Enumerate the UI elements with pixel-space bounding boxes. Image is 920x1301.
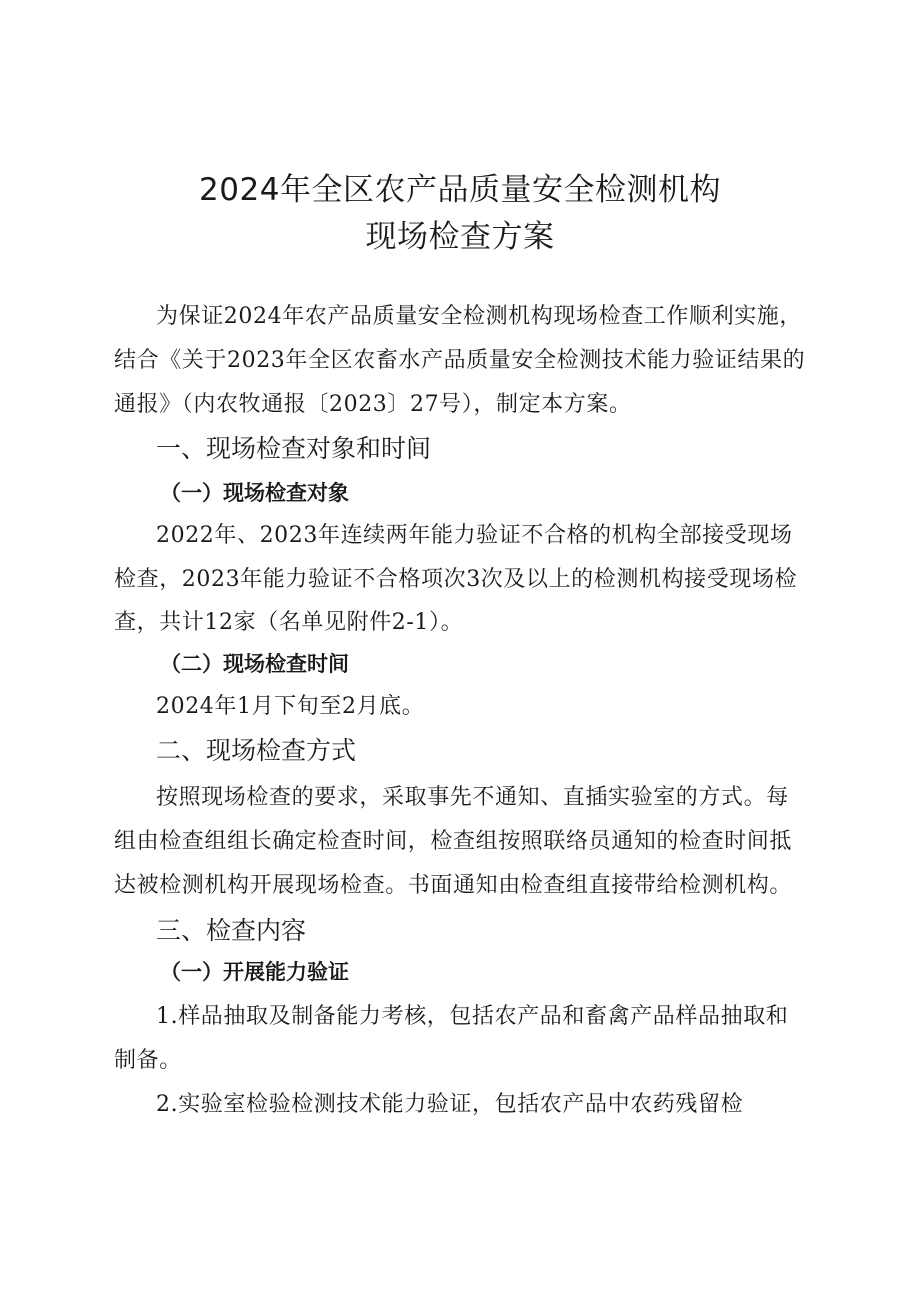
- section-3-subheading-1: （一）开展能力验证: [160, 960, 349, 984]
- section-2-line: 组由检查组组长确定检查时间，检查组按照联络员通知的检查时间抵: [114, 829, 793, 854]
- section-3-heading: 三、检查内容: [156, 916, 307, 945]
- section-2-line: 达被检测机构开展现场检查。书面通知由检查组直接带给检测机构。: [114, 873, 793, 898]
- section-1-subheading-2: （二）现场检查时间: [160, 652, 349, 676]
- intro-paragraph-line: 结合《关于2023年全区农畜水产品质量安全检测技术能力验证结果的: [114, 348, 806, 373]
- intro-paragraph-line: 通报》（内农牧通报〔2023〕27号），制定本方案。: [114, 392, 632, 417]
- section-3-sub-1-line: 制备。: [114, 1048, 182, 1073]
- document-title-line-2: 现场检查方案: [365, 219, 555, 255]
- section-1-sub-1-line: 查，共计12家（名单见附件2-1）。: [114, 610, 464, 635]
- section-1-subheading-1: （一）现场检查对象: [160, 481, 349, 505]
- section-3-sub-1-line: 1.样品抽取及制备能力考核，包括农产品和畜禽产品样品抽取和: [156, 1004, 789, 1029]
- section-1-sub-1-line: 2022年、2023年连续两年能力验证不合格的机构全部接受现场: [156, 523, 793, 548]
- section-1-heading: 一、现场检查对象和时间: [156, 434, 432, 463]
- section-2-heading: 二、现场检查方式: [156, 736, 357, 765]
- section-2-line: 按照现场检查的要求，采取事先不通知、直插实验室的方式。每: [156, 785, 789, 810]
- section-3-sub-1-line: 2.实验室检验检测技术能力验证，包括农产品中农药残留检: [156, 1092, 744, 1117]
- intro-paragraph-line: 为保证2024年农产品质量安全检测机构现场检查工作顺利实施，: [156, 304, 802, 329]
- document-title-line-1: 2024年全区农产品质量安全检测机构: [199, 172, 721, 208]
- section-1-sub-2-line: 2024年1月下旬至2月底。: [156, 694, 425, 719]
- section-1-sub-1-line: 检查，2023年能力验证不合格项次3次及以上的检测机构接受现场检: [114, 567, 798, 592]
